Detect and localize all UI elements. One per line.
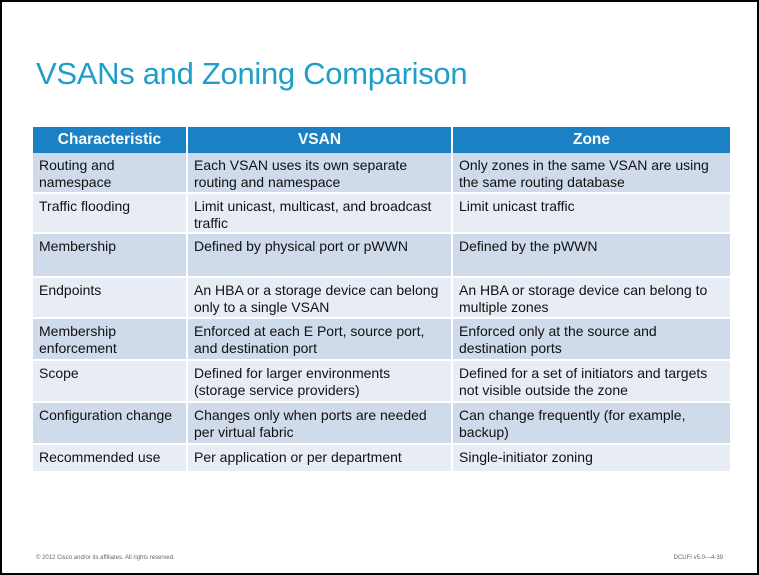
row-vsan-value: Defined by physical port or pWWN xyxy=(187,233,452,277)
header-characteristic: Characteristic xyxy=(33,127,187,153)
header-vsan: VSAN xyxy=(187,127,452,153)
row-zone-value: Enforced only at the source and destination ports xyxy=(452,318,730,360)
row-zone-value: An HBA or storage device can belong to multiple zones xyxy=(452,277,730,318)
row-zone-value: Single-initiator zoning xyxy=(452,444,730,472)
table-row xyxy=(33,193,730,233)
copyright-footer: © 2012 Cisco and/or its affiliates. All rights reserved. xyxy=(36,555,175,561)
table-row xyxy=(33,277,730,318)
row-vsan-value: Defined for larger environments (storage service providers) xyxy=(187,360,452,402)
row-vsan-value: Changes only when ports are needed per virtual fabric xyxy=(187,402,452,444)
row-zone-value: Defined for a set of initiators and targets not visible outside the zone xyxy=(452,360,730,402)
row-vsan-value: Per application or per department xyxy=(187,444,452,472)
row-characteristic: Traffic flooding xyxy=(33,193,187,233)
row-vsan-value: An HBA or a storage device can belong only to a single VSAN xyxy=(187,277,452,318)
comparison-table xyxy=(33,127,730,473)
row-zone-value: Limit unicast traffic xyxy=(452,193,730,233)
course-code-footer: DCUFI v5.0—4-39 xyxy=(673,555,723,561)
table-row xyxy=(33,360,730,402)
row-zone-value: Can change frequently (for example, backup) xyxy=(452,402,730,444)
row-characteristic: Membership xyxy=(33,233,187,277)
header-zone: Zone xyxy=(452,127,730,153)
row-characteristic: Endpoints xyxy=(33,277,187,318)
row-characteristic: Configuration change xyxy=(33,402,187,444)
table-row xyxy=(33,233,730,277)
table-row xyxy=(33,318,730,360)
row-vsan-value: Limit unicast, multicast, and broadcast traffic xyxy=(187,193,452,233)
row-vsan-value: Enforced at each E Port, source port, and destination port xyxy=(187,318,452,360)
table-header-row xyxy=(33,127,730,153)
row-characteristic: Scope xyxy=(33,360,187,402)
row-characteristic: Membership enforcement xyxy=(33,318,187,360)
slide-title: VSANs and Zoning Comparison xyxy=(36,56,468,91)
row-characteristic: Recommended use xyxy=(33,444,187,472)
row-zone-value: Defined by the pWWN xyxy=(452,233,730,277)
table-row xyxy=(33,402,730,444)
row-zone-value: Only zones in the same VSAN are using the same routing database xyxy=(452,153,730,193)
row-characteristic: Routing and namespace xyxy=(33,153,187,193)
row-vsan-value: Each VSAN uses its own separate routing and namespace xyxy=(187,153,452,193)
table-row xyxy=(33,153,730,193)
table-row xyxy=(33,444,730,472)
